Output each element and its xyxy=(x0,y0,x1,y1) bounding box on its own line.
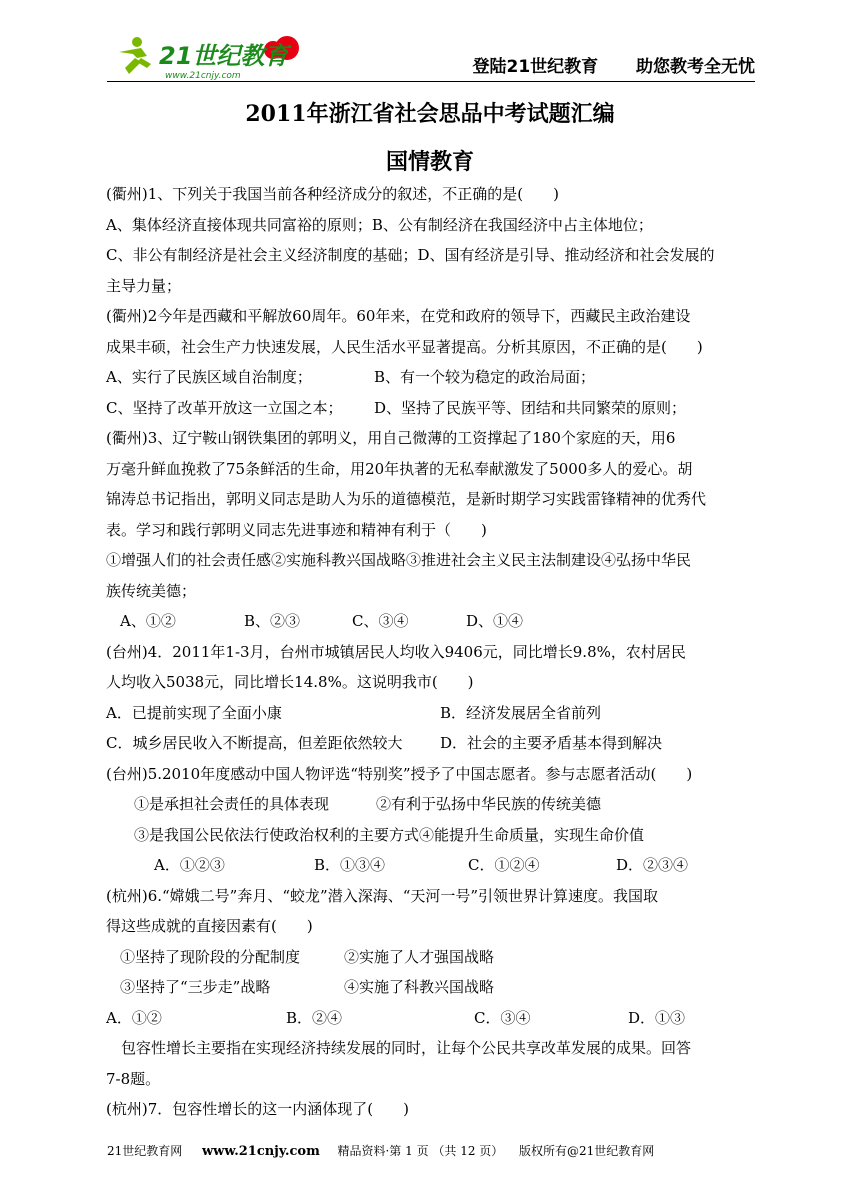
text-line: (杭州)7．包容性增长的这一内涵体现了( ) xyxy=(106,1100,409,1118)
page-subtitle: 国情教育 xyxy=(385,149,474,175)
option-row xyxy=(106,606,758,637)
option-row xyxy=(106,393,758,424)
text-line: (台州)4．2011年1-3月，台州市城镇居民人均收入9406元，同比增长9.8%，农村居民 xyxy=(106,642,686,661)
option: D．社会的主要矛盾基本得到解决 xyxy=(440,734,663,752)
text-line: A、集体经济直接体现共同富裕的原则；B、公有制经济在我国经济中占主体地位； xyxy=(106,215,653,234)
option: ②实施了人才强国战略 xyxy=(344,947,495,966)
text-line: ③是我国公民依法行使政治权利的主要方式④能提升生命质量，实现生命价值 xyxy=(134,825,645,844)
text-line: 主导力量； xyxy=(106,276,182,295)
option: C．①②④ xyxy=(468,856,540,874)
logo-text: 21世纪教育 xyxy=(159,42,289,70)
option: A、实行了民族区域自治制度； xyxy=(106,368,312,386)
footer-site: 21世纪教育网 xyxy=(107,1144,183,1158)
footer-copyright: 版权所有@21世纪教育网 xyxy=(518,1144,655,1158)
option: C、③④ xyxy=(352,612,409,630)
option-row xyxy=(106,728,758,759)
footer-url: www.21cnjy.com xyxy=(201,1144,320,1159)
option: D、坚持了民族平等、团结和共同繁荣的原则； xyxy=(374,398,687,417)
slogan-right: 助您教考全无忧 xyxy=(636,57,755,77)
logo-url: www.21cnjy.com xyxy=(165,71,241,81)
text-line: (台州)5.2010年度感动中国人物评选“特别奖”授予了中国志愿者。参与志愿者活动( ) xyxy=(106,764,693,783)
text-line: 人均收入5038元，同比增长14.8%。这说明我市( ) xyxy=(106,673,474,691)
text-line: (衢州)2今年是西藏和平解放60周年。60年来，在党和政府的领导下，西藏民主政治建设 xyxy=(106,307,691,325)
option-row xyxy=(106,942,758,973)
option: C、坚持了改革开放这一立国之本； xyxy=(106,398,343,417)
text-line: 7-8题。 xyxy=(106,1069,161,1088)
text-line: C、非公有制经济是社会主义经济制度的基础；D、国有经济是引导、推动经济和社会发展的 xyxy=(106,246,715,264)
option: C．③④ xyxy=(474,1008,531,1027)
option: D．①③ xyxy=(628,1008,686,1027)
option-row xyxy=(106,698,758,729)
option: B、有一个较为稳定的政治局面； xyxy=(374,368,596,386)
option: D．②③④ xyxy=(616,856,689,874)
option: B．①③④ xyxy=(314,856,386,874)
option-row xyxy=(106,850,758,881)
option: A．①②③ xyxy=(154,856,225,874)
document-body xyxy=(106,179,758,1125)
text-line: 得这些成就的直接因素有( ) xyxy=(106,917,313,935)
page-footer xyxy=(107,1142,755,1159)
option-row xyxy=(106,362,758,393)
text-line: 万毫升鲜血挽救了75条鲜活的生命，用20年执著的无私奉献激发了5000多人的爱心。胡 xyxy=(106,459,693,478)
text-line: 包容性增长主要指在实现经济持续发展的同时，让每个公民共享改革发展的成果。回答 xyxy=(106,1039,692,1057)
slogan-left: 登陆21世纪教育 xyxy=(472,57,599,77)
text-line: ①增强人们的社会责任感②实施科教兴国战略③推进社会主义民主法制建设④弘扬中华民 xyxy=(106,551,692,569)
text-line: (衢州)1、下列关于我国当前各种经济成分的叙述，不正确的是( ) xyxy=(106,185,559,203)
text-line: 成果丰硕，社会生产力快速发展，人民生活水平显著提高。分析其原因，不正确的是( ) xyxy=(106,337,703,356)
option: A、①② xyxy=(120,612,176,630)
option: ①是承担社会责任的具体表现 xyxy=(134,795,330,813)
option: B、②③ xyxy=(244,612,301,630)
option: C．城乡居民收入不断提高，但差距依然较大 xyxy=(106,734,403,752)
page-header xyxy=(107,28,755,82)
option: ①坚持了现阶段的分配制度 xyxy=(120,947,301,966)
page-title: 2011年浙江省社会思品中考试题汇编 xyxy=(245,101,615,127)
option: ②有利于弘扬中华民族的传统美德 xyxy=(376,795,602,813)
text-line: 锦涛总书记指出，郭明义同志是助人为乐的道德模范，是新时期学习实践雷锋精神的优秀代 xyxy=(106,490,707,508)
option-row xyxy=(106,789,758,820)
option: A．已提前实现了全面小康 xyxy=(106,703,282,722)
logo xyxy=(107,28,307,82)
header-slogan xyxy=(472,52,755,77)
option: ③坚持了“三步走”战略 xyxy=(120,978,271,996)
text-line: (衢州)3、辽宁鞍山钢铁集团的郭明义，用自己微薄的工资撑起了180个家庭的天，用6 xyxy=(106,429,676,447)
header-rule xyxy=(107,81,755,82)
option: A．①② xyxy=(106,1008,162,1027)
text-line: 族传统美德； xyxy=(106,581,197,600)
option-row xyxy=(106,1003,758,1034)
option: B．经济发展居全省前列 xyxy=(440,703,602,722)
option: D、①④ xyxy=(466,612,524,630)
option: B．②④ xyxy=(286,1008,343,1027)
option: ④实施了科教兴国战略 xyxy=(344,978,495,996)
text-line: (杭州)6.“嫦娥二号”奔月、“蛟龙”潜入深海、“天河一号”引领世界计算速度。我国取 xyxy=(106,886,659,905)
option-row xyxy=(106,972,758,1003)
text-line: 表。学习和践行郭明义同志先进事迹和精神有利于（ ) xyxy=(106,520,487,539)
footer-page-info: 精品资料·第 1 页 （共 12 页） xyxy=(337,1144,504,1158)
